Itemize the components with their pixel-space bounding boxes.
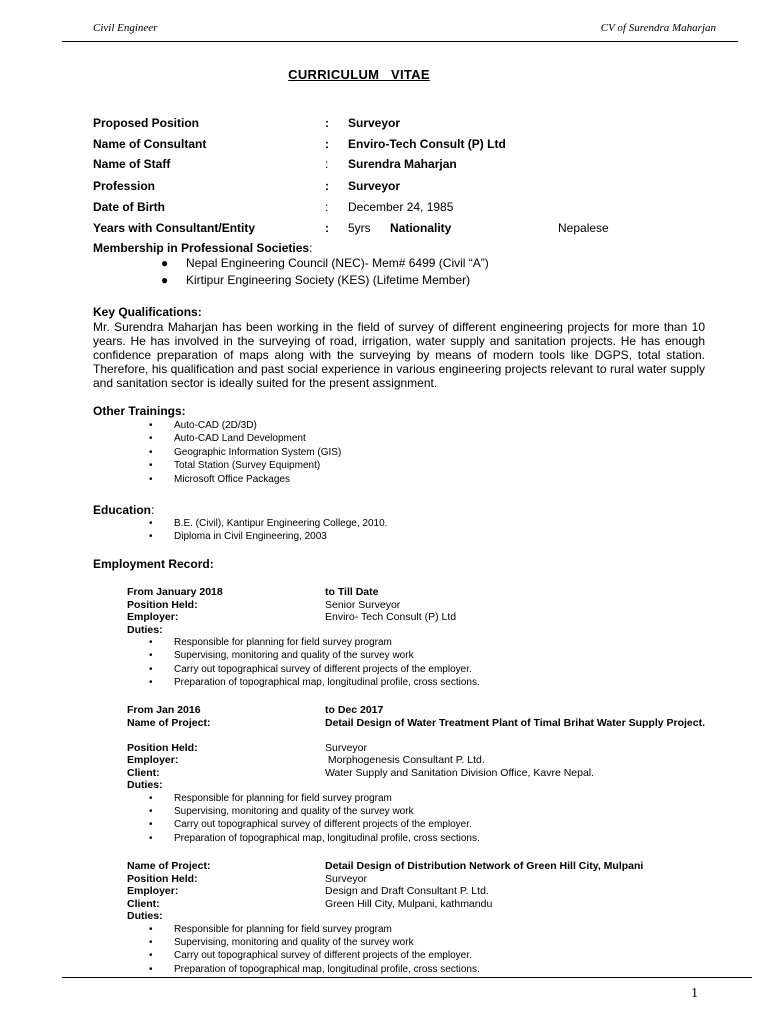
project-label: Name of Project:	[127, 860, 211, 872]
job-from: From Jan 2016	[127, 704, 201, 716]
field-value: Surendra Maharjan	[348, 157, 457, 171]
bullet-icon: •	[149, 950, 153, 962]
employer-label: Employer:	[127, 611, 179, 623]
list-item	[161, 255, 489, 272]
page-number: 1	[691, 986, 698, 1001]
position-value: Surveyor	[325, 872, 368, 885]
field-label: Proposed Position	[93, 116, 200, 130]
field-proposed-position	[93, 116, 733, 132]
list-item-text: Carry out topographical survey of different projects of the employer.	[174, 950, 472, 962]
bullet-icon: •	[149, 446, 153, 458]
field-colon: :	[325, 200, 329, 214]
bullet-icon: ●	[161, 273, 169, 287]
list-item-text: Microsoft Office Packages	[174, 473, 290, 485]
position-label: Position Held:	[127, 598, 198, 611]
list-item	[149, 963, 768, 976]
position-label: Position Held:	[127, 741, 198, 754]
membership-heading	[93, 241, 312, 255]
list-item-text: Auto-CAD (2D/3D)	[174, 420, 257, 431]
field-label: Name of Consultant	[93, 137, 207, 151]
list-item-text: Carry out topographical survey of different projects of the employer.	[174, 819, 472, 831]
list-item-text: Supervising, monitoring and quality of the survey work	[174, 650, 414, 662]
list-item-text: Supervising, monitoring and quality of the survey work	[174, 805, 414, 817]
bullet-icon: •	[149, 531, 153, 543]
job-project-row	[127, 860, 721, 873]
key-qualifications-heading: Key Qualifications:	[93, 305, 202, 319]
bullet-icon: •	[149, 832, 153, 844]
employment-heading: Employment Record:	[93, 557, 214, 571]
position-value: Surveyor	[325, 741, 368, 754]
nationality-value: Nepalese	[558, 221, 609, 235]
job-position-row	[127, 873, 721, 886]
membership-heading-text: Membership in Professional Societies	[93, 241, 310, 255]
bullet-icon: •	[149, 936, 153, 948]
duties-label: Duties:	[127, 910, 163, 922]
position-label: Position Held:	[127, 872, 198, 885]
document-title: CURRICULUM VITAE	[288, 67, 430, 82]
job-employer-row	[127, 611, 721, 624]
list-item	[161, 272, 489, 289]
employer-label: Employer:	[127, 754, 179, 766]
list-item	[149, 473, 341, 486]
client-value: Green Hill City, Mulpani, kathmandu	[325, 897, 493, 910]
membership-colon: :	[309, 241, 313, 255]
membership-list	[161, 255, 489, 289]
job-period	[127, 704, 721, 717]
field-label: Years with Consultant/Entity	[93, 221, 256, 235]
field-colon: :	[325, 137, 329, 151]
field-label: Profession	[93, 179, 156, 193]
job-employer-row	[127, 885, 721, 898]
field-value: Surveyor	[348, 179, 401, 193]
list-item-text: Preparation of topographical map, longitudinal profile, cross sections.	[174, 963, 480, 975]
list-item	[149, 649, 768, 662]
list-item	[149, 432, 341, 445]
list-item	[149, 419, 341, 432]
list-item-text: Diploma in Civil Engineering, 2003	[174, 531, 327, 543]
duties-label: Duties:	[127, 623, 163, 636]
field-value: 5yrs	[348, 221, 371, 235]
footer-rule	[62, 977, 752, 978]
bullet-icon: •	[149, 650, 153, 662]
project-value: Detail Design of Distribution Network of Green Hill City, Mulpani	[325, 860, 644, 872]
duties-list	[149, 636, 768, 690]
client-value: Water Supply and Sanitation Division Office, Kavre Nepal.	[325, 766, 595, 779]
job-client-row	[127, 898, 721, 911]
trainings-list	[149, 419, 342, 486]
trainings-heading: Other Trainings:	[93, 404, 186, 418]
list-item	[149, 530, 387, 543]
bullet-icon: •	[149, 460, 153, 472]
position-value: Senior Surveyor	[325, 598, 401, 611]
list-item	[149, 832, 768, 845]
field-colon: :	[325, 116, 329, 130]
employer-value: Enviro- Tech Consult (P) Ltd	[325, 611, 457, 623]
job-duties-row	[127, 779, 721, 792]
bullet-icon: •	[149, 819, 153, 831]
job-from: From January 2018	[127, 586, 223, 598]
bullet-icon: •	[149, 677, 153, 689]
list-item-text: Preparation of topographical map, longitudinal profile, cross sections.	[174, 832, 480, 844]
bullet-icon: •	[149, 963, 153, 975]
job-period	[127, 586, 721, 599]
duties-list	[149, 923, 768, 977]
list-item	[149, 792, 768, 805]
field-colon: :	[325, 179, 329, 193]
nationality-label: Nationality	[390, 221, 452, 235]
job-client-row	[127, 767, 721, 780]
list-item	[149, 517, 388, 530]
list-item-text: Kirtipur Engineering Society (KES) (Lifetime Member)	[186, 273, 471, 287]
list-item-text: Nepal Engineering Council (NEC)- Mem# 6499 (Civil “A”)	[186, 256, 489, 270]
list-item	[149, 805, 768, 818]
job-position-row	[127, 742, 721, 755]
list-item-text: Auto-CAD Land Development	[174, 433, 306, 445]
list-item	[149, 676, 768, 689]
job-to: to Till Date	[325, 586, 379, 598]
list-item	[149, 936, 768, 949]
list-item	[149, 949, 768, 962]
field-profession	[93, 179, 733, 195]
job-duties-row	[127, 910, 721, 923]
job-entry-2	[127, 704, 721, 845]
duties-label: Duties:	[127, 779, 163, 791]
education-list	[149, 517, 388, 544]
field-value: December 24, 1985	[348, 200, 454, 214]
bullet-icon: •	[149, 792, 153, 804]
field-years-with-consultant	[93, 221, 733, 237]
duties-list	[149, 792, 768, 846]
list-item	[149, 636, 768, 649]
field-value: Surveyor	[348, 116, 401, 130]
education-heading	[93, 503, 154, 517]
list-item-text: Responsible for planning for field survey program	[174, 637, 392, 648]
list-item-text: Responsible for planning for field survey program	[174, 792, 392, 804]
job-entry-1	[127, 586, 721, 690]
list-item-text: Responsible for planning for field survey program	[174, 923, 392, 935]
field-name-of-staff	[93, 157, 733, 173]
bullet-icon: •	[149, 805, 153, 817]
job-project-row	[127, 717, 721, 742]
list-item-text: Supervising, monitoring and quality of the survey work	[174, 936, 414, 948]
list-item	[149, 818, 768, 831]
employer-label: Employer:	[127, 885, 179, 897]
header-left-text: Civil Engineer	[93, 22, 158, 34]
job-entry-3	[127, 860, 721, 976]
job-position-row	[127, 599, 721, 612]
education-colon: :	[151, 503, 155, 517]
list-item	[149, 459, 341, 472]
education-heading-text: Education	[93, 503, 152, 517]
field-name-of-consultant	[93, 137, 733, 153]
field-label: Name of Staff	[93, 157, 171, 171]
bullet-icon: •	[149, 473, 153, 485]
list-item	[149, 663, 768, 676]
list-item-text: Preparation of topographical map, longitudinal profile, cross sections.	[174, 677, 480, 689]
project-label: Name of Project:	[127, 716, 211, 729]
bullet-icon: •	[149, 637, 153, 648]
project-value: Detail Design of Water Treatment Plant of Timal Brihat Water Supply Project.	[325, 716, 706, 729]
list-item-text: Total Station (Survey Equipment)	[174, 460, 321, 472]
bullet-icon: •	[149, 518, 153, 529]
job-to: to Dec 2017	[325, 704, 384, 716]
key-qualifications-text: Mr. Surendra Maharjan has been working in the field of survey of different engineering projects for more than 10 years. He has involved in the surveying of road, irrigation, water supply and sanitation projects. He has enough confidence preparation of maps along with the surveying by means of modern tools like DGPS, total station. Therefore, his qualification and past social experience in various engineering projects relevant to rural water supply and sanitation sector is ideally suited for the present assignment.	[93, 320, 705, 390]
employer-value: Design and Draft Consultant P. Ltd.	[325, 885, 489, 897]
bullet-icon: •	[149, 663, 153, 675]
client-label: Client:	[127, 766, 160, 779]
field-label: Date of Birth	[93, 200, 165, 214]
bullet-icon: •	[149, 433, 153, 445]
header-rule	[62, 41, 738, 42]
job-duties-row	[127, 624, 721, 637]
list-item-text: B.E. (Civil), Kantipur Engineering College, 2010.	[174, 518, 388, 529]
header-right-text: CV of Surendra Maharjan	[600, 22, 716, 34]
list-item-text: Carry out topographical survey of different projects of the employer.	[174, 663, 472, 675]
field-colon: :	[325, 221, 329, 235]
bullet-icon: ●	[161, 256, 169, 270]
field-value: Enviro-Tech Consult (P) Ltd	[348, 137, 506, 151]
list-item	[149, 923, 768, 936]
field-date-of-birth	[93, 200, 733, 216]
list-item	[149, 446, 342, 459]
employer-value: Morphogenesis Consultant P. Ltd.	[325, 754, 485, 766]
client-label: Client:	[127, 897, 160, 910]
bullet-icon: •	[149, 923, 153, 935]
field-colon: :	[325, 157, 329, 171]
list-item-text: Geographic Information System (GIS)	[174, 446, 342, 458]
job-employer-row	[127, 754, 721, 767]
bullet-icon: •	[149, 420, 153, 431]
